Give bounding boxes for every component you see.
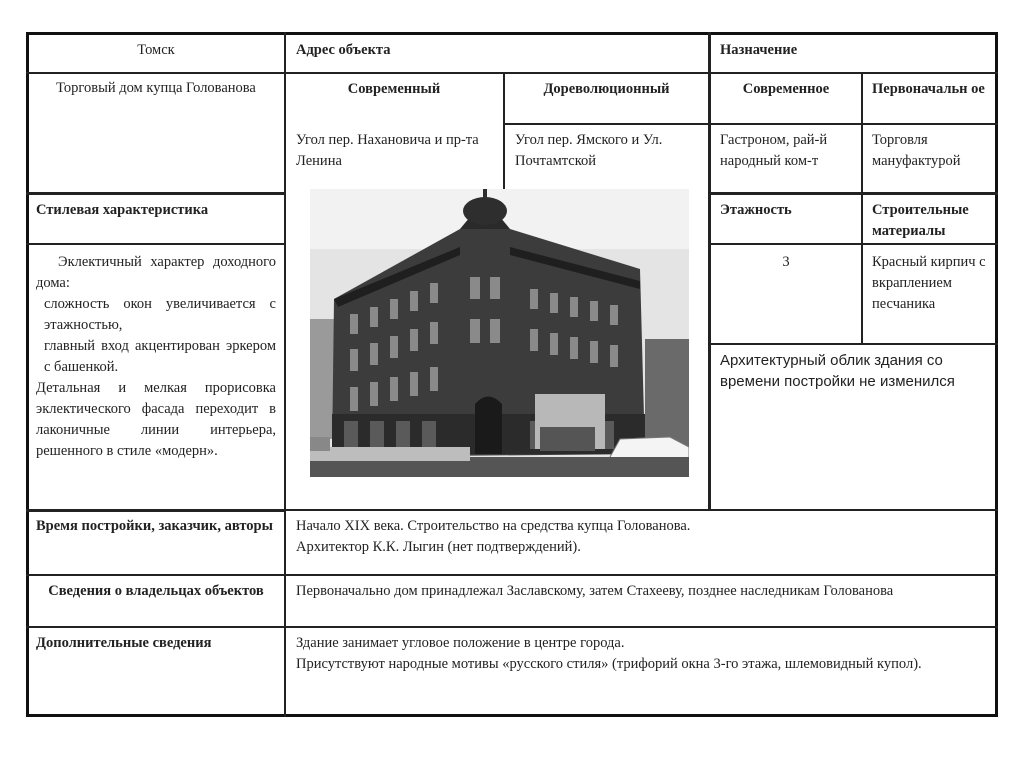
additional-line: Здание занимает угловое положение в центре города. bbox=[296, 635, 625, 651]
construction-header: Время постройки, заказчик, авторы bbox=[36, 518, 273, 534]
additional-value bbox=[296, 633, 986, 675]
object-name: Торговый дом купца Голованова bbox=[56, 80, 256, 96]
row-divider bbox=[26, 626, 998, 628]
purpose-original-value: Торговля мануфактурой bbox=[872, 132, 961, 169]
address-modern-header: Современный bbox=[347, 81, 441, 97]
construction-line: Начало XIX века. Строительство на средства купца Голованова. bbox=[296, 518, 691, 534]
row-divider bbox=[26, 574, 998, 576]
row-divider bbox=[26, 72, 998, 74]
purpose-modern-value: Гастроном, рай-й народный ком-т bbox=[720, 132, 828, 169]
floors-header: Этажность bbox=[720, 202, 792, 218]
style-line: Детальная и мелкая прорисовка эклектического фасада переходит в лаконичные линии интерьера, решенного в стиле «модерн». bbox=[36, 380, 276, 459]
additional-line: Присутствуют народные мотивы «русского стиля» (трифорий окна 3-го этажа, шлемовидный купол). bbox=[296, 656, 922, 672]
row-divider bbox=[505, 123, 998, 125]
purpose-header: Назначение bbox=[720, 42, 798, 58]
row-divider bbox=[710, 192, 998, 195]
materials-header: Строительные материалы bbox=[872, 202, 969, 239]
materials-value: Красный кирпич с вкраплением песчаника bbox=[872, 254, 986, 312]
row-divider bbox=[26, 243, 284, 245]
address-modern-value: Угол пер. Нахановича и пр-та Ленина bbox=[296, 132, 479, 169]
owners-header: Сведения о владельцах объектов bbox=[48, 583, 264, 599]
appearance-note: Архитектурный облик здания со времени постройки не изменился bbox=[720, 352, 955, 390]
floors-value: 3 bbox=[782, 254, 790, 270]
address-header: Адрес объекта bbox=[296, 42, 391, 58]
style-line-text: главный вход акцентирован эркером с башенкой. bbox=[44, 338, 276, 375]
col-divider bbox=[284, 32, 286, 717]
address-prerev-value: Угол пер. Ямского и Ул. Почтамтской bbox=[515, 132, 663, 169]
city-cell: Томск bbox=[137, 42, 175, 58]
style-header: Стилевая характеристика bbox=[36, 202, 209, 218]
row-divider bbox=[284, 509, 998, 511]
col-divider bbox=[861, 193, 863, 344]
style-line-text: сложность окон увеличивается с этажностью, bbox=[44, 296, 276, 333]
purpose-original-header: Первоначальн ое bbox=[872, 81, 985, 97]
additional-header: Дополнительные сведения bbox=[36, 635, 212, 651]
purpose-modern-header: Современное bbox=[742, 81, 830, 97]
row-divider bbox=[26, 192, 284, 195]
row-divider bbox=[710, 243, 998, 245]
col-divider bbox=[861, 72, 863, 193]
style-description bbox=[36, 252, 276, 462]
style-line: Эклектичный характер доходного дома: bbox=[36, 254, 276, 291]
building-photo bbox=[310, 189, 689, 477]
building-photo-svg bbox=[310, 189, 689, 477]
construction-value bbox=[296, 516, 986, 558]
style-line bbox=[36, 294, 276, 336]
construction-line: Архитектор К.К. Лыгин (нет подтверждений). bbox=[296, 539, 581, 555]
address-prerev-header: Дореволюционный bbox=[543, 81, 670, 97]
row-divider bbox=[710, 343, 998, 345]
row-divider bbox=[26, 509, 284, 512]
style-line bbox=[36, 336, 276, 378]
owners-value: Первоначально дом принадлежал Заславскому, затем Стахееву, позднее наследникам Голованова bbox=[296, 583, 894, 599]
